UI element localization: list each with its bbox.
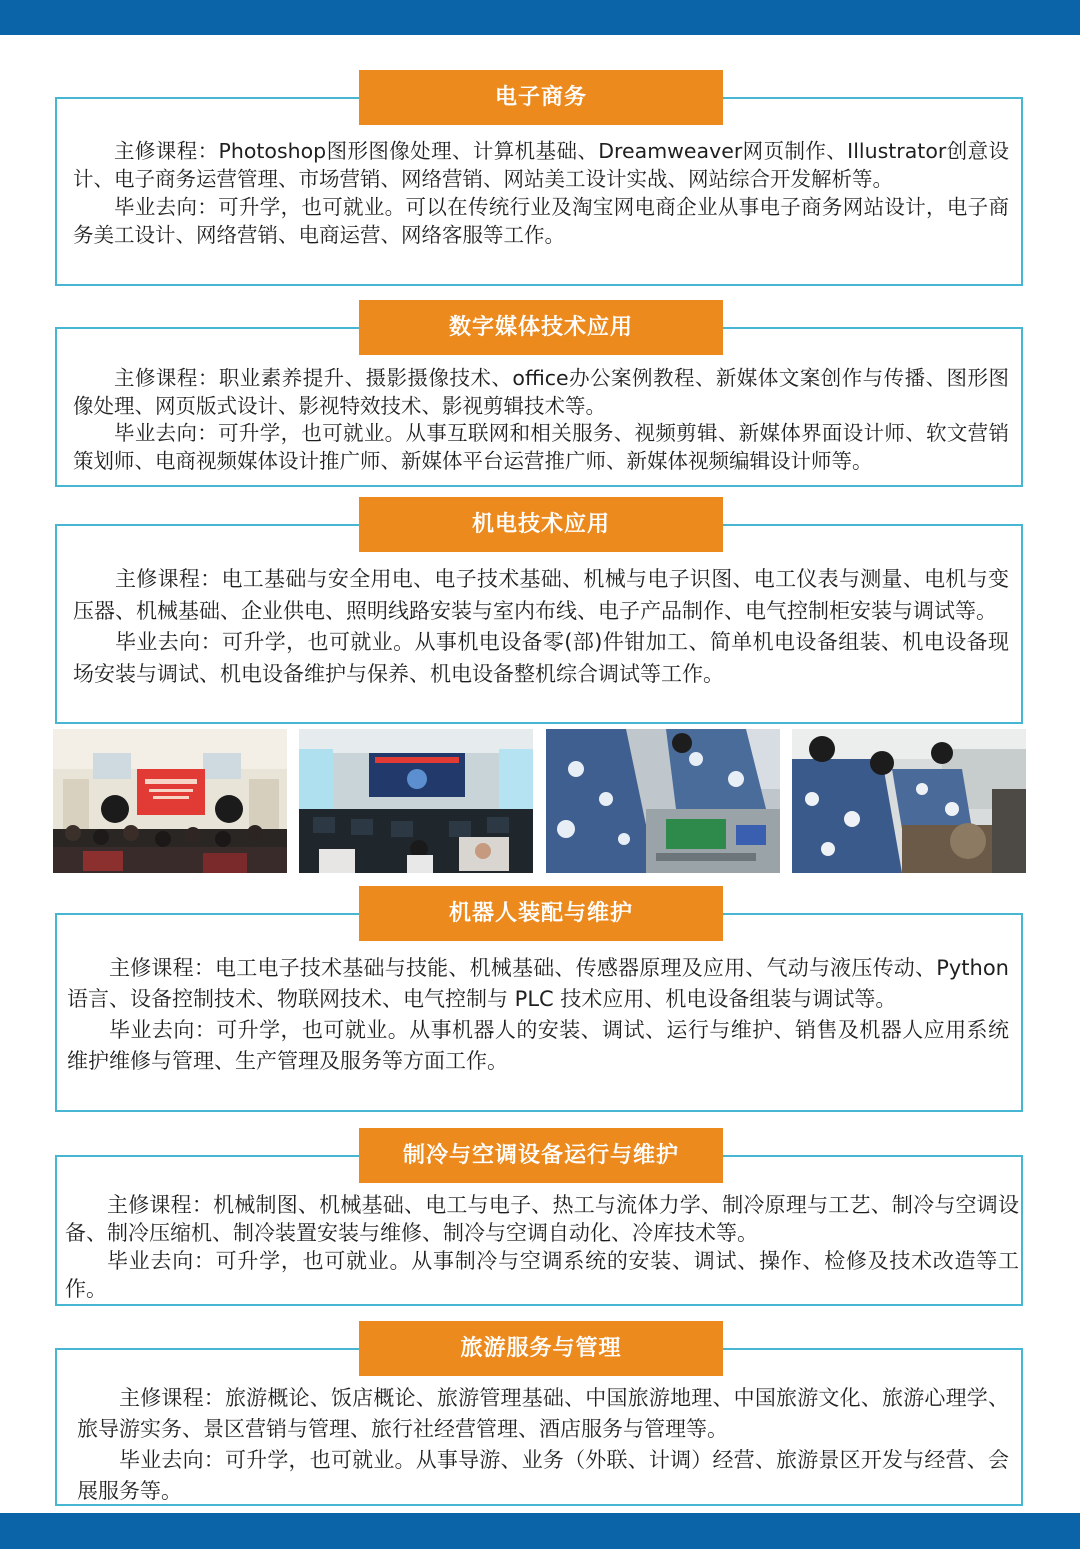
courses-text: 主修课程：电工电子技术基础与技能、机械基础、传感器原理及应用、气动与液压传动、Python 语言、设备控制技术、物联网技术、电气控制与 PLC 技术应用、机电设备组装与调试等。 (67, 956, 1009, 1011)
courses-text: 主修课程：电工基础与安全用电、电子技术基础、机械与电子识图、电工仪表与测量、电机与变压器、机械基础、企业供电、照明线路安装与室内布线、电子产品制作、电气控制柜安装与调试等。 (73, 567, 1009, 623)
section-body (73, 365, 1009, 475)
program-section-electromechanical (55, 512, 1023, 724)
courses-text: 主修课程：机械制图、机械基础、电工与电子、热工与流体力学、制冷原理与工艺、制冷与空调设备、制冷压缩机、制冷装置安装与维修、制冷与空调自动化、冷库技术等。 (65, 1193, 1019, 1245)
bottom-frame-bar (0, 1513, 1080, 1549)
section-title: 制冷与空调设备运行与维护 (359, 1128, 723, 1183)
program-section-ecommerce (55, 85, 1023, 286)
program-section-robotics (55, 901, 1023, 1112)
photo-gallery (53, 729, 1025, 873)
career-text: 毕业去向：可升学，也可就业。可以在传统行业及淘宝网电商企业从事电子商务网站设计，电子商务美工设计、网络营销、电商运营、网络客服等工作。 (73, 195, 1009, 247)
top-frame-bar (0, 0, 1080, 35)
section-body (77, 1383, 1009, 1507)
career-text: 毕业去向：可升学，也可就业。从事制冷与空调系统的安装、调试、操作、检修及技术改造等工作。 (65, 1249, 1019, 1301)
computer-lab-photo (299, 729, 533, 873)
students-workshop-photo (546, 729, 780, 873)
program-section-digital-media (55, 315, 1023, 487)
section-body (73, 564, 1009, 690)
lathe-training-photo (792, 729, 1026, 873)
section-title: 旅游服务与管理 (359, 1321, 723, 1376)
career-text: 毕业去向：可升学，也可就业。从事机器人的安装、调试、运行与维护、销售及机器人应用系统维护维修与管理、生产管理及服务等方面工作。 (67, 1018, 1009, 1073)
career-text: 毕业去向：可升学，也可就业。从事机电设备零(部)件钳加工、简单机电设备组装、机电设备现场安装与调试、机电设备维护与保养、机电设备整机综合调试等工作。 (73, 630, 1009, 686)
program-section-tourism (55, 1336, 1023, 1506)
courses-text: 主修课程：职业素养提升、摄影摄像技术、office办公案例教程、新媒体文案创作与传播、图形图像处理、网页版式设计、影视特效技术、影视剪辑技术等。 (73, 366, 1009, 418)
section-body (65, 1191, 1019, 1303)
section-title: 机器人装配与维护 (359, 886, 723, 941)
career-text: 毕业去向：可升学，也可就业。从事互联网和相关服务、视频剪辑、新媒体界面设计师、软文营销策划师、电商视频媒体设计推广师、新媒体平台运营推广师、新媒体视频编辑设计师等。 (73, 421, 1009, 473)
program-section-refrigeration (55, 1143, 1023, 1306)
courses-text: 主修课程：旅游概论、饭店概论、旅游管理基础、中国旅游地理、中国旅游文化、旅游心理学、旅导游实务、景区营销与管理、旅行社经营管理、酒店服务与管理等。 (77, 1386, 1009, 1441)
career-text: 毕业去向：可升学，也可就业。从事导游、业务（外联、计调）经营、旅游景区开发与经营、会展服务等。 (77, 1448, 1009, 1503)
section-title: 电子商务 (359, 70, 723, 125)
section-title: 机电技术应用 (359, 497, 723, 552)
section-body (67, 953, 1009, 1077)
section-body (73, 137, 1009, 249)
courses-text: 主修课程：Photoshop图形图像处理、计算机基础、Dreamweaver网页制作、Illustrator创意设计、电子商务运营管理、市场营销、网络营销、网站美工设计实战、网站综合开发解析等。 (73, 139, 1009, 191)
section-title: 数字媒体技术应用 (359, 300, 723, 355)
lecture-hall-photo (53, 729, 287, 873)
